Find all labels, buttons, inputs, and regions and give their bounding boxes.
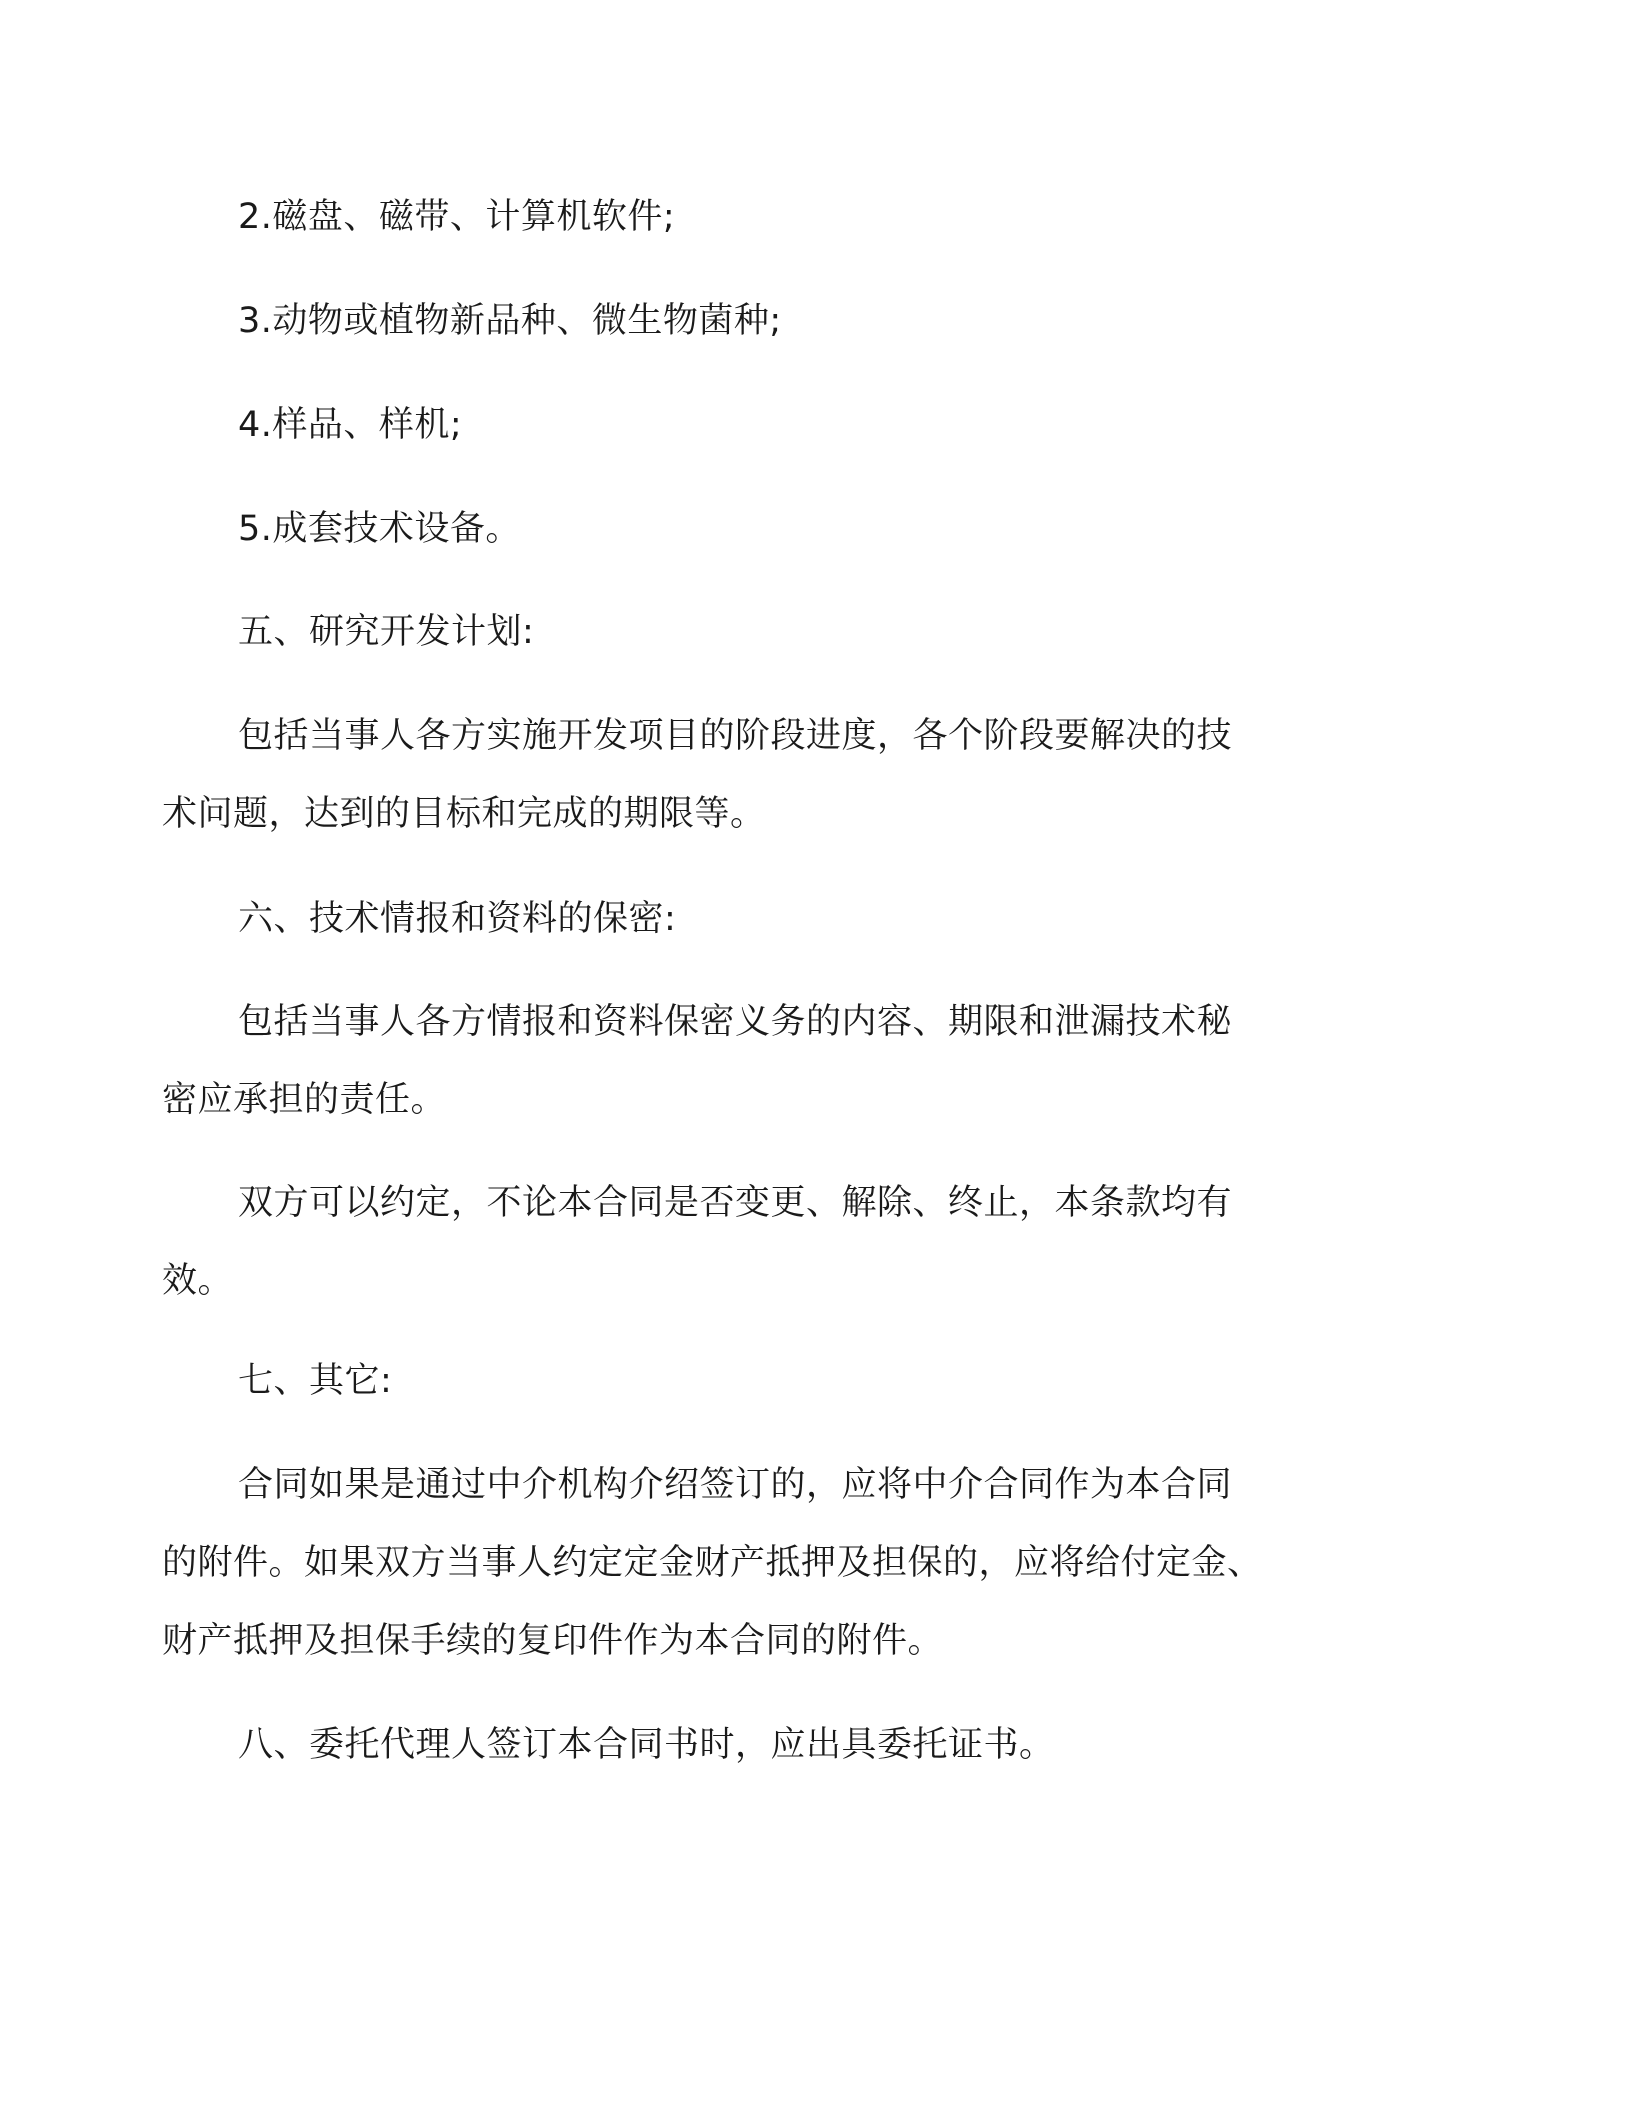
body-line: 密应承担的责任。 xyxy=(162,1080,447,1120)
body-line: 的附件。如果双方当事人约定定金财产抵押及担保的，应将给付定金、 xyxy=(162,1543,1263,1583)
list-item-text: 4.样品、样机; xyxy=(238,405,463,445)
section-heading-5 xyxy=(238,593,1388,671)
list-item xyxy=(238,490,1388,568)
section-body-5 xyxy=(162,697,1388,853)
section-body-6b xyxy=(162,1164,1388,1320)
list-item xyxy=(238,386,1388,464)
body-line: 包括当事人各方实施开发项目的阶段进度，各个阶段要解决的技 xyxy=(238,716,1233,756)
section-body-6a xyxy=(162,983,1388,1139)
section-body-7 xyxy=(162,1446,1388,1680)
section-heading-6 xyxy=(238,880,1388,958)
list-item xyxy=(238,178,1388,256)
body-line: 合同如果是通过中介机构介绍签订的，应将中介合同作为本合同 xyxy=(238,1465,1233,1505)
section-heading-text: 七、其它: xyxy=(238,1361,393,1401)
list-item-text: 3.动物或植物新品种、微生物菌种; xyxy=(238,301,782,341)
body-line: 双方可以约定，不论本合同是否变更、解除、终止，本条款均有 xyxy=(238,1183,1233,1223)
body-line: 术问题，达到的目标和完成的期限等。 xyxy=(162,794,766,834)
section-heading-text: 八、委托代理人签订本合同书时，应出具委托证书。 xyxy=(238,1725,1055,1765)
body-line: 财产抵押及担保手续的复印件作为本合同的附件。 xyxy=(162,1621,944,1661)
list-item xyxy=(238,282,1388,360)
list-item-text: 5.成套技术设备。 xyxy=(238,509,521,549)
list-item-text: 2.磁盘、磁带、计算机软件; xyxy=(238,197,676,237)
section-heading-text: 五、研究开发计划: xyxy=(238,612,535,652)
section-heading-8 xyxy=(238,1706,1388,1784)
section-heading-text: 六、技术情报和资料的保密: xyxy=(238,899,677,939)
body-line: 包括当事人各方情报和资料保密义务的内容、期限和泄漏技术秘 xyxy=(238,1002,1233,1042)
body-line: 效。 xyxy=(162,1261,234,1301)
section-heading-7 xyxy=(238,1342,1388,1420)
